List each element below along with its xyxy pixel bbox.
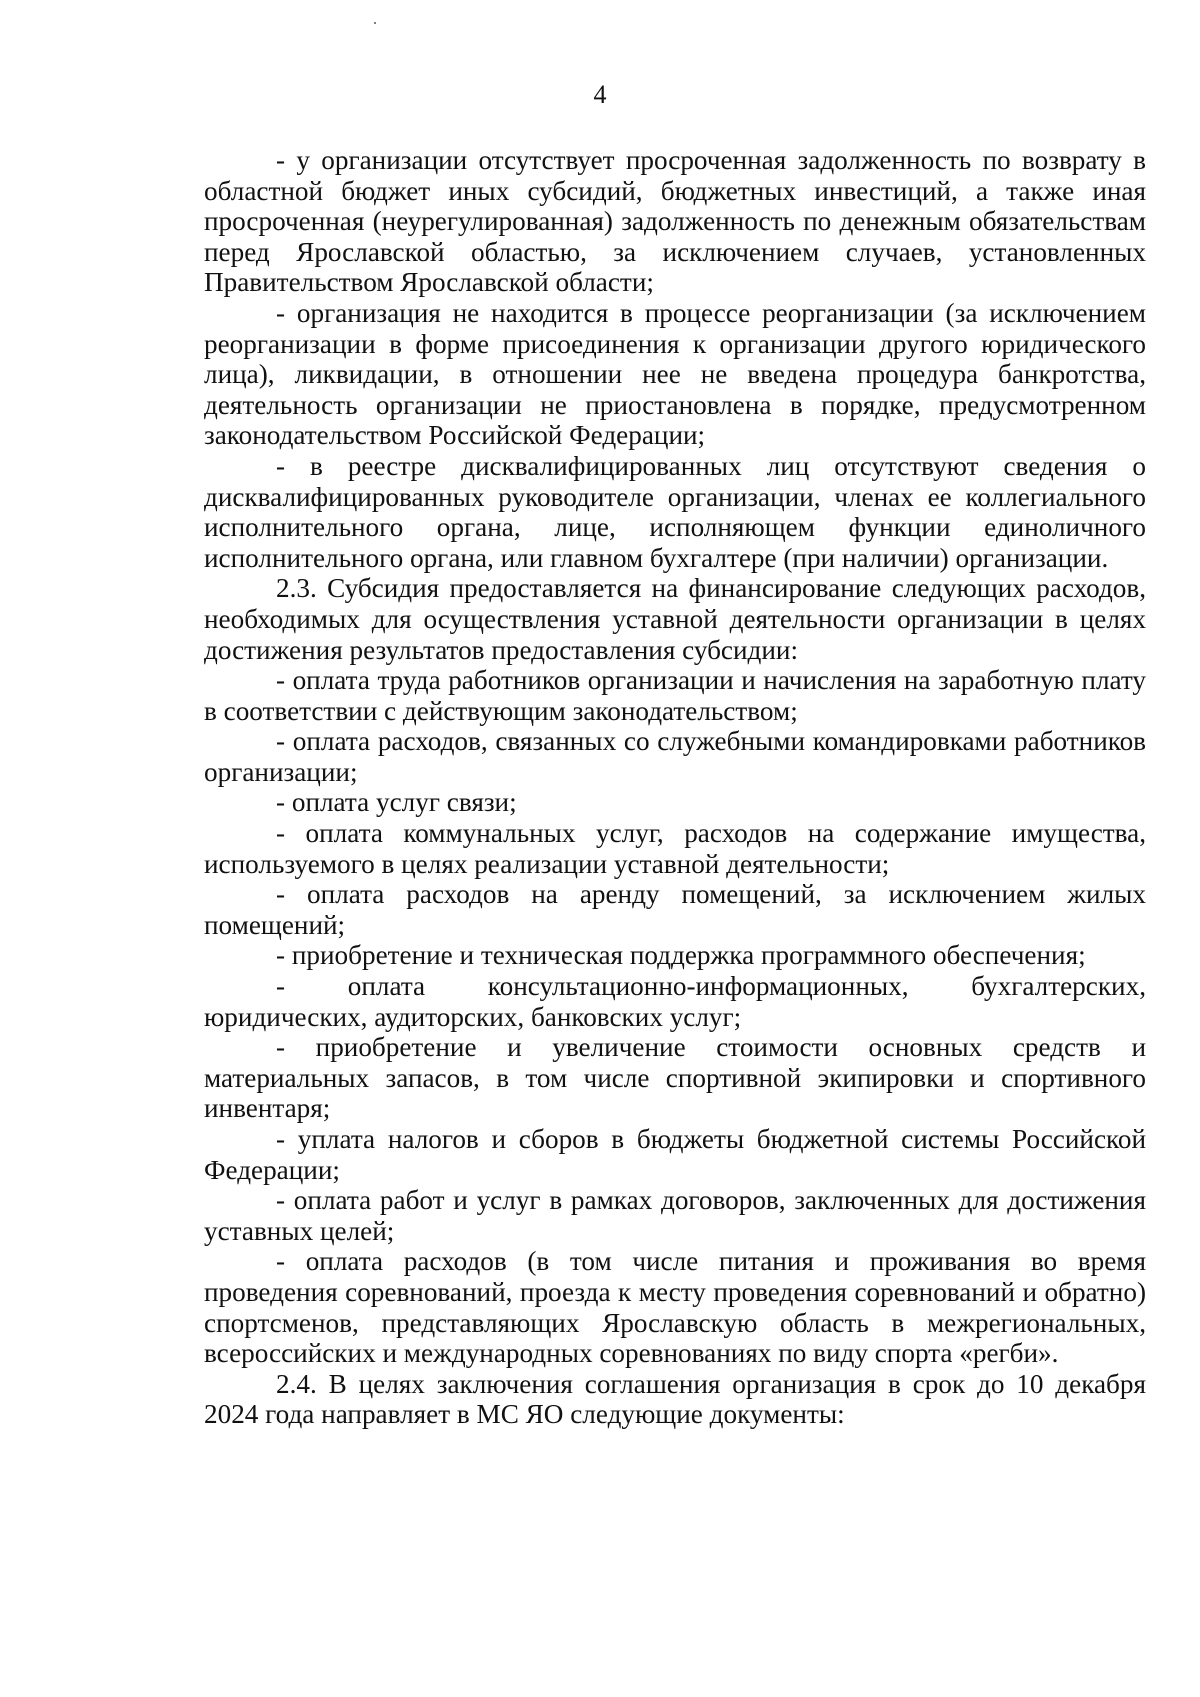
list-item-fixed-assets: - приобретение и увеличение стоимости основных средств и материальных запасов, в том числе спортивной экипировки и спортивного инвентаря;: [204, 1032, 1146, 1124]
list-item-communication: - оплата услуг связи;: [276, 787, 517, 818]
document-body: [204, 145, 1146, 1430]
paragraph-section-2-4: 2.4. В целях заключения соглашения организация в срок до 10 декабря 2024 года направляет в МС ЯО следующие документы:: [204, 1368, 1146, 1430]
list-item-utilities: - оплата коммунальных услуг, расходов на содержание имущества, используемого в целях реализации уставной деятельности;: [204, 818, 1146, 879]
list-item-consulting-services: - оплата консультационно-информационных, бухгалтерских, юридических, аудиторских, банковских услуг;: [204, 971, 1146, 1032]
page-number: 4: [593, 80, 607, 109]
list-item-rent: - оплата расходов на аренду помещений, за исключением жилых помещений;: [204, 879, 1146, 940]
paragraph-no-reorganization: - организация не находится в процессе реорганизации (за исключением реорганизации в форме присоединения к организации другого юридического лица), ликвидации, в отношении нее не введена процедура банкротства, деятельность организации не приостановлена в порядке, предусмотренном законодательством Российской Федерации;: [204, 297, 1146, 451]
paragraph-overdue-debt: - у организации отсутствует просроченная задолженность по возврату в областной бюджет иных субсидий, бюджетных инвестиций, а также иная просроченная (неурегулированная) задолженность по денежным обязательствам перед Ярославской областью, за исключением случаев, установленных Правительством Ярославской области;: [204, 145, 1146, 298]
list-item-business-trips: - оплата расходов, связанных со служебными командировками работников организации;: [204, 726, 1146, 787]
paragraph-section-2-3: 2.3. Субсидия предоставляется на финансирование следующих расходов, необходимых для осуществления уставной деятельности организации в целях достижения результатов предоставления субсидии:: [204, 573, 1146, 665]
list-item-taxes: - уплата налогов и сборов в бюджеты бюджетной системы Российской Федерации;: [204, 1124, 1146, 1185]
list-item-software: - приобретение и техническая поддержка программного обеспечения;: [276, 940, 1086, 971]
list-item-contract-works: - оплата работ и услуг в рамках договоров, заключенных для достижения уставных целей;: [204, 1185, 1146, 1246]
scan-dot-mark: [374, 22, 376, 24]
paragraph-disqualified-registry: - в реестре дисквалифицированных лиц отсутствуют сведения о дисквалифицированных руководителе организации, членах ее коллегиального исполнительного органа, лице, исполняющем функции единоличного исполнительного органа, или главном бухгалтере (при наличии) организации.: [204, 450, 1146, 573]
list-item-athlete-expenses: - оплата расходов (в том числе питания и проживания во время проведения соревнований, проезда к месту проведения соревнований и обратно) спортсменов, представляющих Ярославскую область в межрегиональных, всероссийских и международных соревнованиях по виду спорта «регби».: [204, 1246, 1146, 1369]
list-item-wages: - оплата труда работников организации и начисления на заработную плату в соответствии с действующим законодательством;: [204, 665, 1146, 726]
